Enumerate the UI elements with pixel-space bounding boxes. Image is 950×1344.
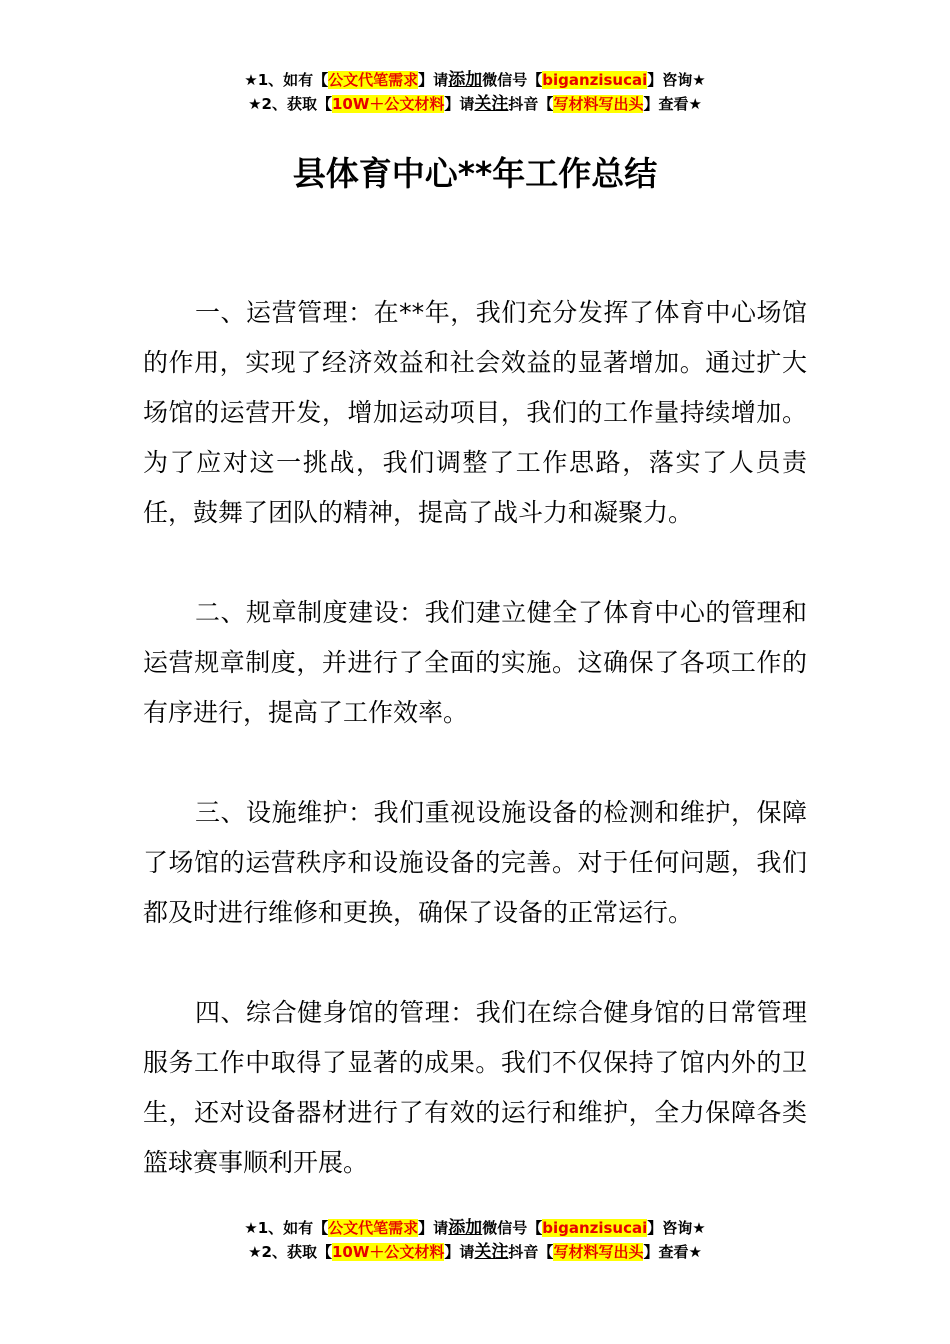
highlight-douyin: 写材料写出头 — [553, 1243, 644, 1261]
highlight-materials: 10W＋公文材料 — [331, 1243, 445, 1261]
document-body — [143, 288, 807, 1238]
paragraph-regulations: 二、规章制度建设：我们建立健全了体育中心的管理和运营规章制度，并进行了全面的实施。这确保了各项工作的有序进行，提高了工作效率。 — [143, 598, 807, 727]
banner-line-2: ★2、获取【10W＋公文材料】请关注抖音【写材料写出头】查看★ — [248, 94, 702, 114]
document-title: 县体育中心**年工作总结 — [292, 154, 658, 193]
underline-add: 添加 — [448, 1218, 483, 1238]
header-banner — [0, 68, 950, 116]
paragraph-facilities: 三、设施维护：我们重视设施设备的检测和维护，保障了场馆的运营秩序和设施设备的完善。对于任何问题，我们都及时进行维修和更换，确保了设备的正常运行。 — [143, 798, 807, 927]
banner-line-1: ★1、如有【公文代笔需求】请添加微信号【biganzisucai】咨询★ — [244, 1218, 706, 1238]
banner-line-1: ★1、如有【公文代笔需求】请添加微信号【biganzisucai】咨询★ — [244, 70, 706, 90]
underline-follow: 关注 — [474, 1242, 509, 1262]
highlight-douyin: 写材料写出头 — [553, 95, 644, 113]
highlight-service: 公文代笔需求 — [328, 1219, 419, 1237]
underline-add: 添加 — [448, 70, 483, 90]
paragraph-operations: 一、运营管理：在**年，我们充分发挥了体育中心场馆的作用，实现了经济效益和社会效益的显著增加。通过扩大场馆的运营开发，增加运动项目，我们的工作量持续增加。为了应对这一挑战，我们调整了工作思路，落实了人员责任，鼓舞了团队的精神，提高了战斗力和凝聚力。 — [143, 298, 807, 527]
footer-banner — [0, 1216, 950, 1264]
paragraph-gym: 四、综合健身馆的管理：我们在综合健身馆的日常管理服务工作中取得了显著的成果。我们不仅保持了馆内外的卫生，还对设备器材进行了有效的运行和维护，全力保障各类篮球赛事顺利开展。 — [143, 998, 807, 1177]
highlight-materials: 10W＋公文材料 — [331, 95, 445, 113]
highlight-wechat-id: biganzisucai — [542, 1219, 648, 1237]
banner-line-2: ★2、获取【10W＋公文材料】请关注抖音【写材料写出头】查看★ — [248, 1242, 702, 1262]
highlight-service: 公文代笔需求 — [328, 71, 419, 89]
highlight-wechat-id: biganzisucai — [542, 71, 648, 89]
underline-follow: 关注 — [474, 94, 509, 114]
